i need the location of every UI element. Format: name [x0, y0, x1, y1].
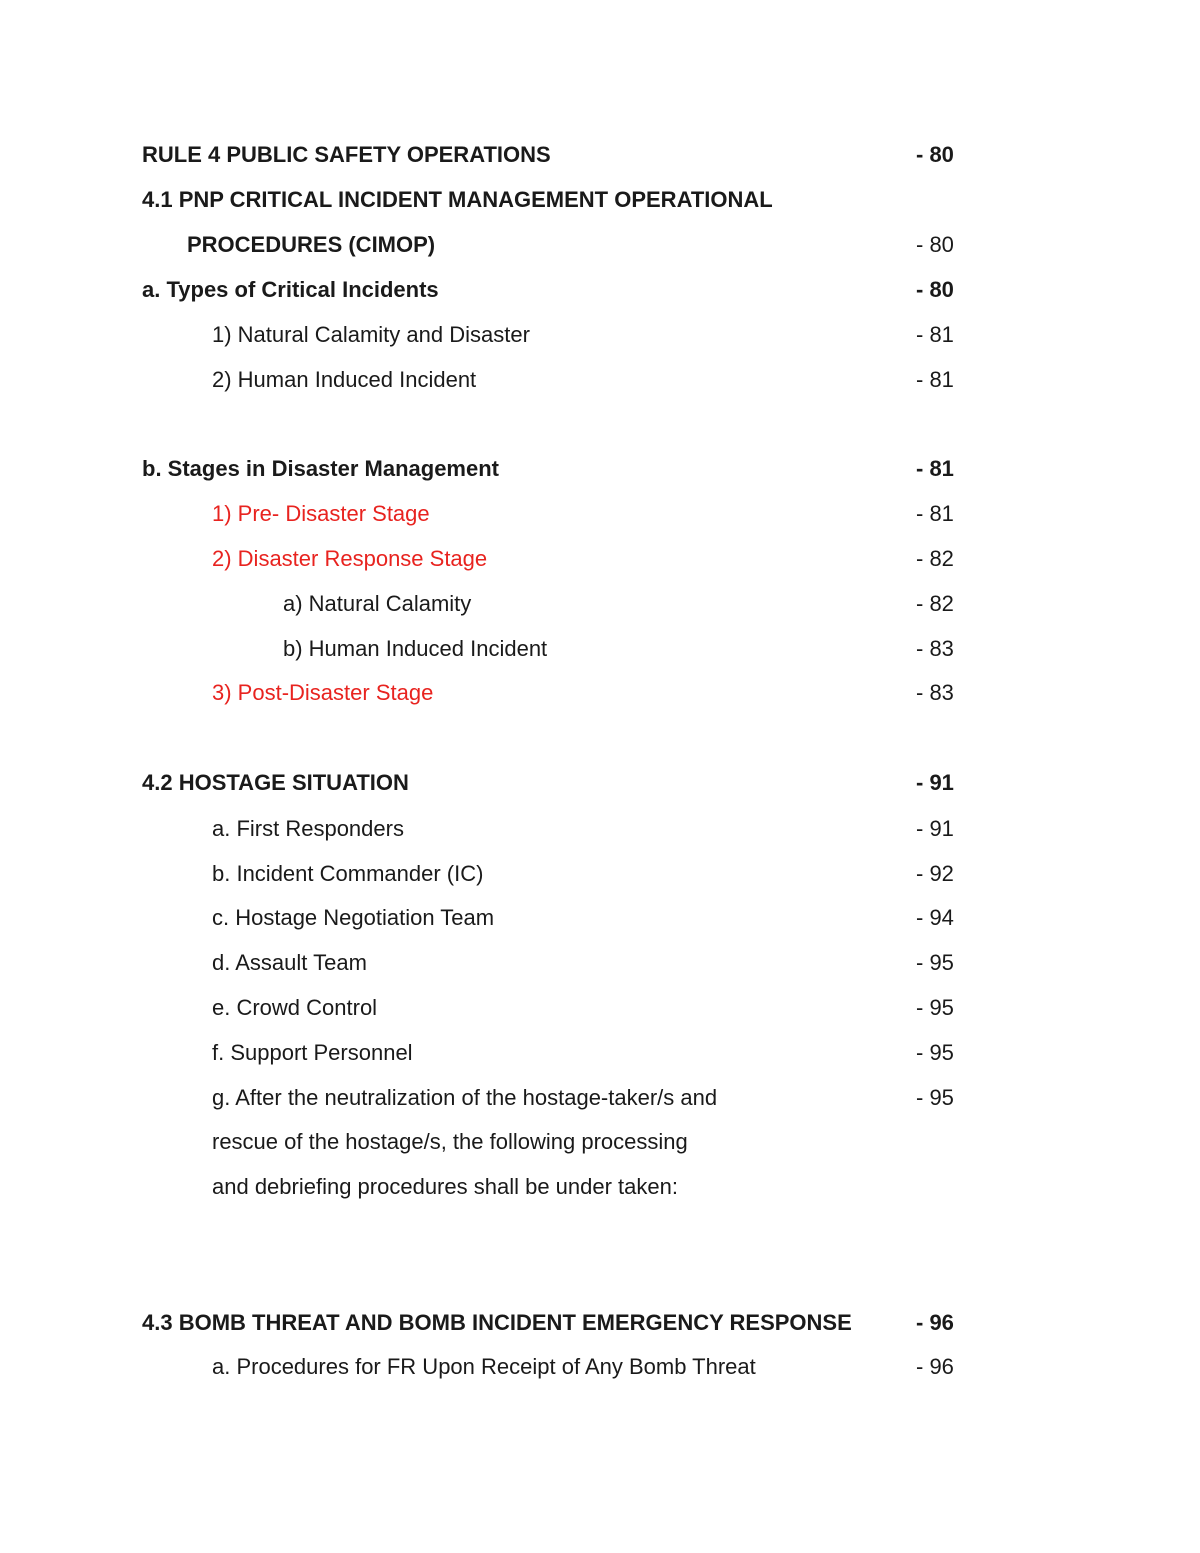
toc-entry-page: - 82: [916, 546, 954, 571]
toc-entry-label: PROCEDURES (CIMOP): [187, 232, 436, 257]
toc-entry-after-neutralization: [0, 1081, 1200, 1115]
toc-entry-page: - 81: [916, 367, 954, 392]
toc-entry-crowd-control: [0, 991, 1200, 1025]
toc-entry-label: 1) Natural Calamity and Disaster: [212, 322, 530, 347]
toc-entry-label: a. Types of Critical Incidents: [142, 277, 439, 302]
toc-entry-natural-calamity: [0, 587, 1200, 621]
toc-entry-label: 2) Disaster Response Stage: [212, 546, 488, 571]
toc-entry-page: - 81: [916, 322, 954, 347]
toc-entry-page: - 82: [916, 591, 954, 616]
toc-entry-stages-in-disaster-management: [0, 452, 1200, 486]
toc-entry-label: f. Support Personnel: [212, 1040, 413, 1065]
toc-entry-label: rescue of the hostage/s, the following processing: [212, 1129, 688, 1154]
toc-entry-page: - 91: [916, 816, 954, 841]
toc-entry-label: a) Natural Calamity: [283, 591, 472, 616]
toc-entry-page: - 80: [916, 277, 954, 302]
toc-entry-page: - 80: [916, 142, 954, 167]
toc-entry-label: b. Incident Commander (IC): [212, 861, 484, 886]
toc-entry-label: a. First Responders: [212, 816, 404, 841]
toc-entry-label: and debriefing procedures shall be under taken:: [212, 1174, 678, 1199]
toc-entry-label: a. Procedures for FR Upon Receipt of Any Bomb Threat: [212, 1354, 756, 1379]
toc-entry-assault-team: [0, 946, 1200, 980]
toc-entry-page: - 95: [916, 1040, 954, 1065]
toc-entry-page: - 96: [916, 1354, 954, 1379]
toc-entry-procedures-for-fr: [0, 1350, 1200, 1384]
toc-entry-natural-calamity-and-disaster: [0, 318, 1200, 352]
toc-entry-label: c. Hostage Negotiation Team: [212, 905, 495, 930]
toc-entry-label: 3) Post-Disaster Stage: [212, 680, 434, 705]
toc-entry-page: - 83: [916, 680, 954, 705]
toc-entry-4-3-bomb-threat: [0, 1306, 1200, 1340]
toc-entry-label: 2) Human Induced Incident: [212, 367, 477, 392]
toc-entry-support-personnel: [0, 1036, 1200, 1070]
toc-entry-label: d. Assault Team: [212, 950, 367, 975]
toc-entry-page: - 92: [916, 861, 954, 886]
toc-entry-page: - 81: [916, 456, 954, 481]
toc-entry-label: 1) Pre- Disaster Stage: [212, 501, 430, 526]
toc-entry-hostage-negotiation-team: [0, 901, 1200, 935]
toc-entry-label: b) Human Induced Incident: [283, 636, 548, 661]
toc-entry-page: - 95: [916, 950, 954, 975]
toc-entry-post-disaster-stage: [0, 676, 1200, 710]
toc-entry-page: - 81: [916, 501, 954, 526]
toc-entry-4-2-hostage-situation: [0, 766, 1200, 800]
toc-entry-disaster-response-stage: [0, 542, 1200, 576]
toc-entry-page: - 95: [916, 1085, 954, 1110]
toc-entry-label: e. Crowd Control: [212, 995, 378, 1020]
toc-entry-after-neutralization-line-2: [0, 1125, 1200, 1159]
toc-entry-label: 4.3 BOMB THREAT AND BOMB INCIDENT EMERGENCY RESPONSE: [142, 1310, 852, 1335]
toc-entry-page: - 96: [916, 1310, 954, 1335]
toc-entry-label: 4.1 PNP CRITICAL INCIDENT MANAGEMENT OPERATIONAL: [142, 187, 773, 212]
toc-entry-first-responders: [0, 812, 1200, 846]
toc-entry-label: RULE 4 PUBLIC SAFETY OPERATIONS: [142, 142, 551, 167]
toc-entry-pre-disaster-stage: [0, 497, 1200, 531]
toc-entry-human-induced-incident-sub: [0, 632, 1200, 666]
toc-entry-4-1-continued: [0, 228, 1200, 262]
toc-entry-human-induced-incident: [0, 363, 1200, 397]
toc-entry-page: - 83: [916, 636, 954, 661]
toc-entry-label: g. After the neutralization of the hostage-taker/s and: [212, 1085, 718, 1110]
toc-entry-page: - 80: [916, 232, 954, 257]
toc-entry-incident-commander: [0, 857, 1200, 891]
toc-entry-page: - 95: [916, 995, 954, 1020]
toc-entry-rule-4: [0, 138, 1200, 172]
toc-entry-after-neutralization-line-3: [0, 1170, 1200, 1204]
toc-entry-4-1: [0, 183, 1200, 217]
toc-entry-label: 4.2 HOSTAGE SITUATION: [142, 770, 409, 795]
toc-entry-types-of-critical-incidents: [0, 273, 1200, 307]
toc-entry-label: b. Stages in Disaster Management: [142, 456, 499, 481]
toc-entry-page: - 94: [916, 905, 954, 930]
toc-entry-page: - 91: [916, 770, 954, 795]
